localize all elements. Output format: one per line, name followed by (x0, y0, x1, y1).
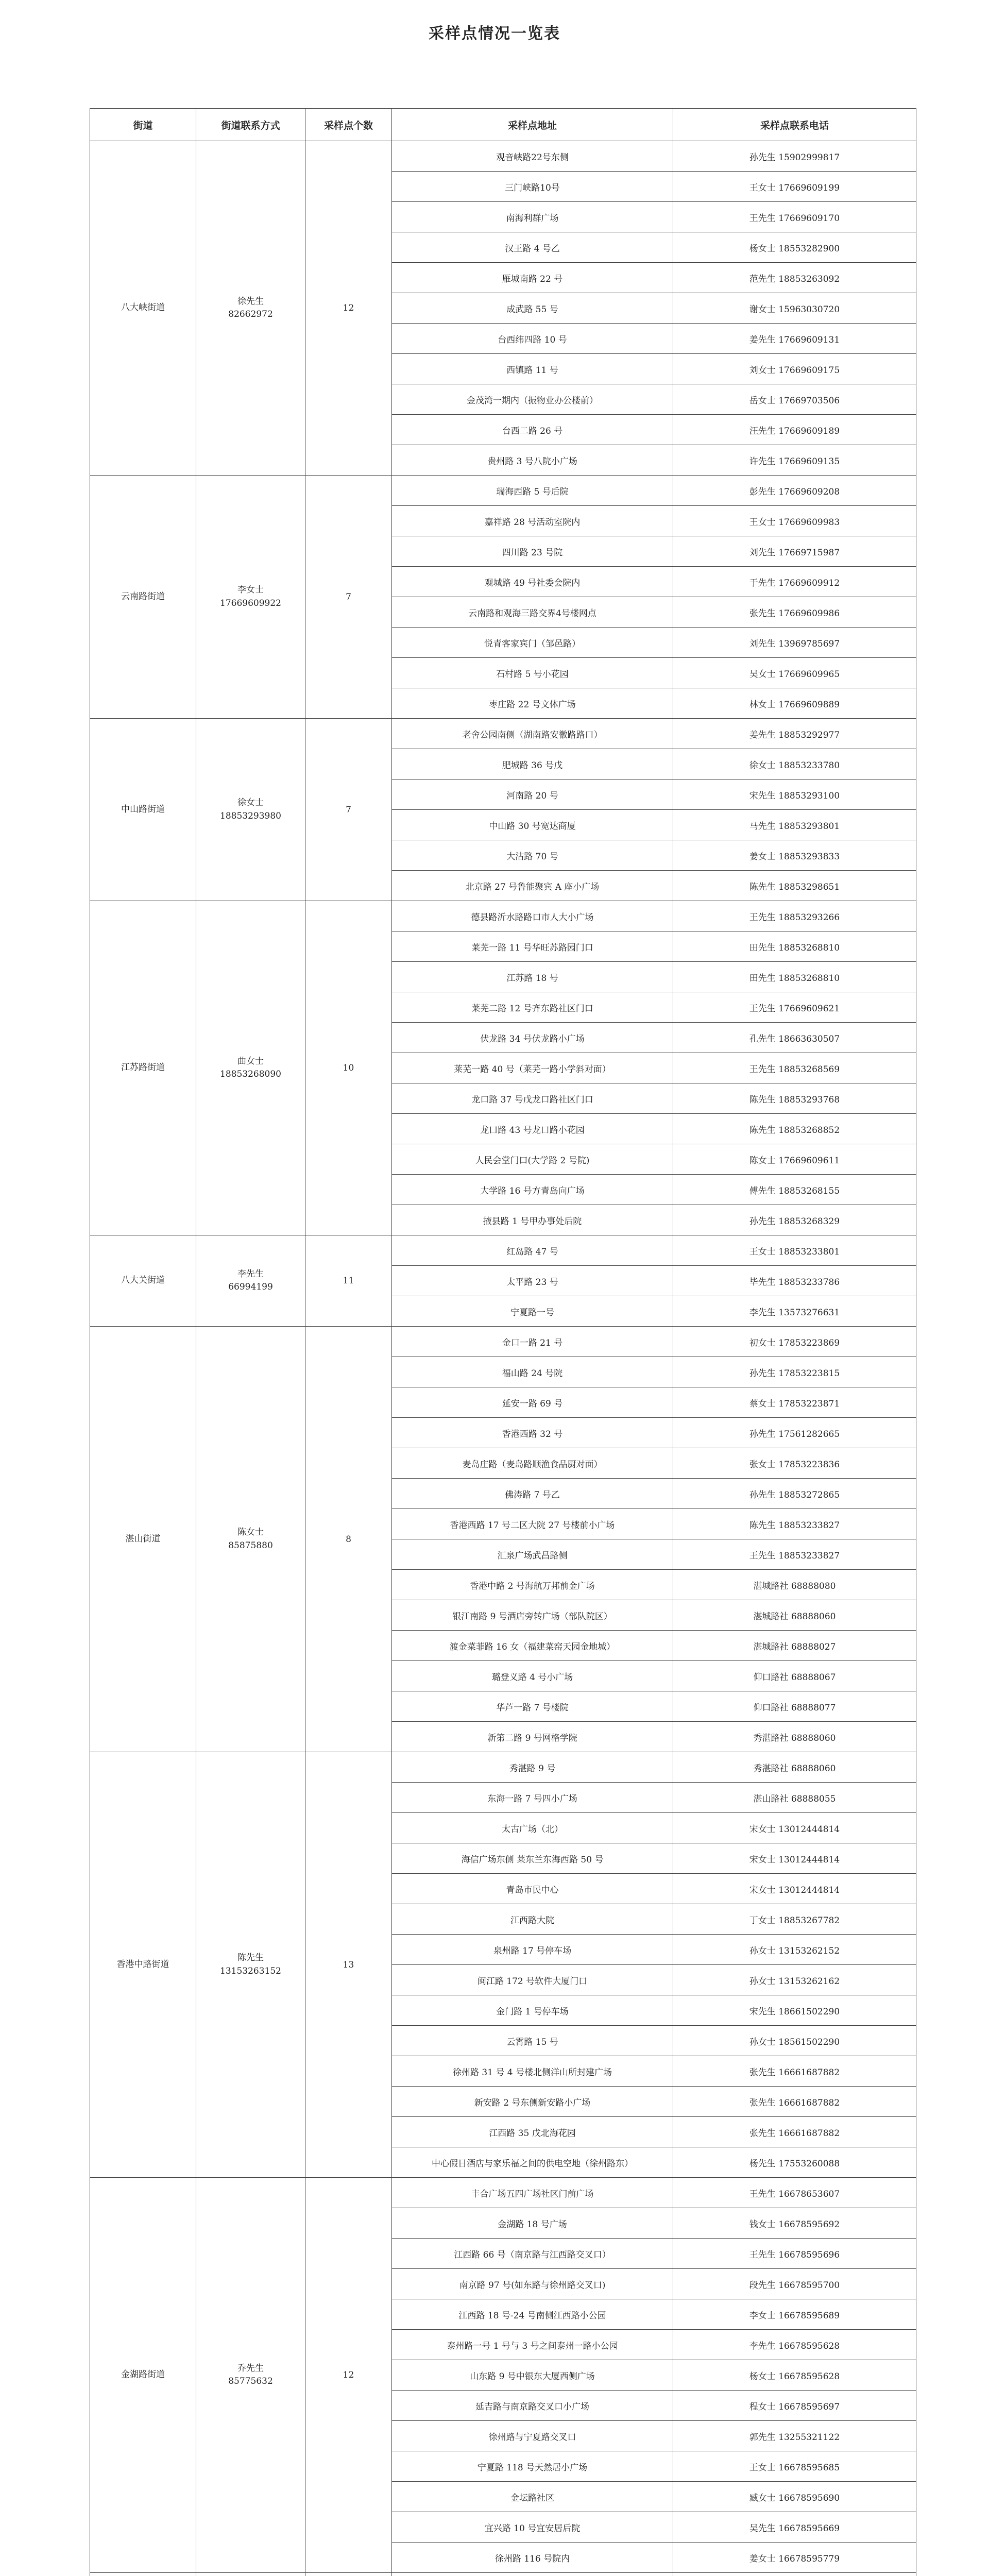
header-street: 街道 (90, 109, 196, 141)
site-phone-cell: 孙先生 18853272865 (673, 1479, 916, 1509)
site-phone-cell: 姜女士 16678595779 (673, 2543, 916, 2573)
site-address-cell: 北京路 27 号鲁能聚宾 A 座小广场 (392, 871, 673, 901)
site-phone-cell: 仰口路社 68888067 (673, 1661, 916, 1691)
site-phone-cell: 傅先生 18853268155 (673, 1175, 916, 1205)
site-count-cell: 10 (305, 901, 392, 1235)
street-name-cell: 八大峡街道 (90, 141, 196, 476)
table-row (90, 719, 916, 749)
street-contact-cell (196, 1752, 305, 2178)
site-count-cell: 11 (305, 1235, 392, 1327)
street-contact-line: 陈先生 (237, 1953, 264, 1963)
site-address-cell: 太古广场（北） (392, 1813, 673, 1843)
site-address-cell: 人民会堂门口(大学路 2 号院) (392, 1144, 673, 1175)
site-phone-cell: 湛城路社 68888027 (673, 1631, 916, 1661)
site-phone-cell: 王女士 16678595685 (673, 2451, 916, 2482)
site-phone-cell: 姜先生 17669609131 (673, 324, 916, 354)
site-address-cell: 金口一路 21 号 (392, 1327, 673, 1357)
site-phone-cell: 刘女士 17669609175 (673, 354, 916, 384)
page-title: 采样点情况一览表 (429, 25, 560, 43)
site-address-cell: 金坛路社区 (392, 2482, 673, 2512)
site-phone-cell: 郭先生 13255321122 (673, 2421, 916, 2451)
site-address-cell: 延吉路与南京路交叉口小广场 (392, 2391, 673, 2421)
site-address-cell: 红岛路 47 号 (392, 1235, 673, 1266)
site-phone-cell: 王女士 18853233801 (673, 1235, 916, 1266)
site-address-cell: 香港中路 2 号海航万邦前金广场 (392, 1570, 673, 1600)
site-count-cell (305, 2573, 392, 2576)
site-address-cell: 德县路沂水路路口市人大小广场 (392, 901, 673, 931)
site-address-cell: 三门峡路10号 (392, 172, 673, 202)
site-phone-cell: 吴先生 16678595669 (673, 2512, 916, 2543)
site-address-cell: 雁城南路 22 号 (392, 263, 673, 293)
site-phone-cell: 陈女士 17669609611 (673, 1144, 916, 1175)
site-address-cell: 龙口路 37 号戊龙口路社区门口 (392, 1083, 673, 1114)
site-phone-cell: 臧女士 16678595690 (673, 2482, 916, 2512)
site-phone-cell: 秀湛路社 68888060 (673, 1722, 916, 1752)
site-address-cell: 金湖路 18 号广场 (392, 2208, 673, 2239)
site-phone-cell: 杨女士 18553282900 (673, 232, 916, 263)
street-name-cell (90, 2573, 196, 2576)
site-address-cell: 徐州路 116 号院内 (392, 2543, 673, 2573)
site-phone-cell: 姜女士 18853293833 (673, 840, 916, 871)
site-phone-cell: 王先生 16678653607 (673, 2178, 916, 2208)
site-address-cell: 嘉祥路 28 号活动室院内 (392, 506, 673, 536)
site-address-cell: 汇泉广场武昌路侧 (392, 1539, 673, 1570)
street-name-cell: 金湖路街道 (90, 2178, 196, 2573)
site-address-cell: 南海利群广场 (392, 202, 673, 232)
site-address-cell: 徐州路与宁夏路交叉口 (392, 2421, 673, 2451)
site-phone-cell: 汪先生 17669609189 (673, 415, 916, 445)
header-street-contact: 街道联系方式 (196, 109, 305, 141)
site-address-cell: 台西纬四路 10 号 (392, 324, 673, 354)
site-address-cell: 泰州路一号 1 号与 3 号之间泰州一路小公园 (392, 2330, 673, 2360)
site-phone-cell: 杨先生 17553260088 (673, 2147, 916, 2178)
site-address-cell: 银江南路 9 号酒店旁转广场（部队院区） (392, 1600, 673, 1631)
site-address-cell: 汉王路 4 号乙 (392, 232, 673, 263)
site-address-cell: 大沽路 70 号 (392, 840, 673, 871)
site-phone-cell: 许先生 17669609135 (673, 445, 916, 476)
site-phone-cell: 谢女士 15963030720 (673, 293, 916, 324)
site-phone-cell: 陈先生 18853293768 (673, 1083, 916, 1114)
site-address-cell: 悦青客家宾门（邹邑路） (392, 628, 673, 658)
site-phone-cell: 张先生 16661687882 (673, 2056, 916, 2087)
site-phone-cell: 于先生 17669609912 (673, 567, 916, 597)
site-address-cell: 东海一路 7 号四小广场 (392, 1783, 673, 1813)
site-address-cell: 观城路 49 号社委会院内 (392, 567, 673, 597)
site-phone-cell: 孙先生 17561282665 (673, 1418, 916, 1448)
site-address-cell: 华芦一路 7 号楼院 (392, 1691, 673, 1722)
site-address-cell: 伏龙路 34 号伏龙路小广场 (392, 1023, 673, 1053)
site-address-cell: 江西路 18 号-24 号南侧江西路小公园 (392, 2299, 673, 2330)
site-address-cell: 西镇路 11 号 (392, 354, 673, 384)
street-contact-line: 乔先生 (237, 2363, 264, 2374)
street-contact-cell (196, 2573, 305, 2576)
site-address-cell: 云霄路 15 号 (392, 2026, 673, 2056)
site-address-cell: 太平路 23 号 (392, 1266, 673, 1296)
site-address-cell: 云南路和观海三路交界4号楼网点 (392, 597, 673, 628)
site-address-cell: 闽江路 172 号软件大厦门口 (392, 1965, 673, 1995)
site-address-cell: 中心假日酒店与家乐福之间的供电空地（徐州路东） (392, 2147, 673, 2178)
site-phone-cell: 宋女士 13012444814 (673, 1843, 916, 1874)
site-phone-cell: 张女士 17853223836 (673, 1448, 916, 1479)
site-phone-cell: 湛城路社 68888080 (673, 1570, 916, 1600)
street-contact-line: 66994199 (228, 1282, 273, 1292)
street-name-cell: 香港中路街道 (90, 1752, 196, 2178)
site-phone-cell: 孙女士 18561502290 (673, 2026, 916, 2056)
site-count-cell: 13 (305, 1752, 392, 2178)
site-phone-cell: 程女士 16678595697 (673, 2391, 916, 2421)
street-contact-cell (196, 2178, 305, 2573)
street-contact-line: 17669609922 (220, 598, 281, 608)
site-phone-cell: 杨女士 16678595628 (673, 2360, 916, 2391)
site-address-cell: 宁夏路 118 号天然居小广场 (392, 2451, 673, 2482)
site-address-cell: 新第二路 9 号网格学院 (392, 1722, 673, 1752)
street-contact-line: 82662972 (228, 309, 273, 319)
site-phone-cell: 岳女士 17669703506 (673, 384, 916, 415)
street-contact-line: 徐女士 (237, 798, 264, 808)
site-phone-cell: 张先生 16661687882 (673, 2087, 916, 2117)
street-contact-line: 18853268090 (220, 1069, 281, 1079)
street-contact-line: 陈女士 (237, 1527, 264, 1537)
site-address-cell: 肥城路 36 号戊 (392, 749, 673, 779)
sampling-sites-table (90, 108, 916, 2576)
table-row (90, 141, 916, 172)
site-phone-cell: 陈先生 18853268852 (673, 1114, 916, 1144)
site-phone-cell: 孙女士 13153262162 (673, 1965, 916, 1995)
site-phone-cell: 王先生 17669609170 (673, 202, 916, 232)
site-address-cell: 南京路 97 号(如东路与徐州路交叉口) (392, 2269, 673, 2299)
street-contact-cell (196, 719, 305, 901)
street-contact-line: 85875880 (228, 1540, 273, 1551)
site-address-cell: 山东路 9 号中银东大厦西侧广场 (392, 2360, 673, 2391)
header-site-count: 采样点个数 (305, 109, 392, 141)
site-phone-cell: 宋女士 13012444814 (673, 1874, 916, 1904)
site-phone-cell: 田先生 18853268810 (673, 931, 916, 962)
table-row (90, 1327, 916, 1357)
site-phone-cell: 宋先生 18661502290 (673, 1995, 916, 2026)
site-phone-cell: 李先生 16678595628 (673, 2330, 916, 2360)
site-phone-cell: 王女士 17669609983 (673, 506, 916, 536)
street-contact-cell (196, 476, 305, 719)
site-address-cell: 瑞海西路 5 号后院 (392, 476, 673, 506)
site-address-cell: 宜兴路 10 号宜安居后院 (392, 2512, 673, 2543)
site-address-cell: 福山路 24 号院 (392, 1357, 673, 1387)
street-name-cell: 八大关街道 (90, 1235, 196, 1327)
site-phone-cell: 湛山路社 68888055 (673, 1783, 916, 1813)
site-address-cell: 渡金菜菲路 16 女（福建菜窑天园金地城） (392, 1631, 673, 1661)
site-address-cell: 泉州路 17 号停车场 (392, 1935, 673, 1965)
table-header-row (90, 109, 916, 141)
site-phone-cell (673, 2573, 916, 2576)
site-phone-cell: 段先生 16678595700 (673, 2269, 916, 2299)
site-address-cell: 莱芜二路 12 号齐东路社区门口 (392, 992, 673, 1023)
site-count-cell: 12 (305, 141, 392, 476)
site-phone-cell: 陈先生 18853233827 (673, 1509, 916, 1539)
site-address-cell: 河南路 20 号 (392, 779, 673, 810)
site-address-cell: 丰合广场五四广场社区门前广场 (392, 2178, 673, 2208)
site-address-cell: 璐登义路 4 号小广场 (392, 1661, 673, 1691)
site-address-cell: 老舍公园南侧（湖南路安徽路路口） (392, 719, 673, 749)
site-phone-cell: 孙先生 15902999817 (673, 141, 916, 172)
site-address-cell: 大学路 16 号方青岛向广场 (392, 1175, 673, 1205)
site-phone-cell: 王先生 17669609621 (673, 992, 916, 1023)
street-contact-cell (196, 141, 305, 476)
site-phone-cell: 孙先生 17853223815 (673, 1357, 916, 1387)
site-phone-cell: 宋先生 18853293100 (673, 779, 916, 810)
site-phone-cell: 王先生 18853293266 (673, 901, 916, 931)
header-site-phone: 采样点联系电话 (673, 109, 916, 141)
street-contact-line: 曲女士 (237, 1056, 264, 1066)
street-contact-cell (196, 1235, 305, 1327)
site-phone-cell: 湛城路社 68888060 (673, 1600, 916, 1631)
site-phone-cell: 丁女士 18853267782 (673, 1904, 916, 1935)
street-contact-line: 18853293980 (220, 810, 281, 821)
street-name-cell: 江苏路街道 (90, 901, 196, 1235)
street-name-cell: 云南路街道 (90, 476, 196, 719)
street-contact-line: 李先生 (237, 1268, 264, 1279)
site-phone-cell: 彭先生 17669609208 (673, 476, 916, 506)
site-address-cell: 香港西路 32 号 (392, 1418, 673, 1448)
site-address-cell: 成武路 55 号 (392, 293, 673, 324)
site-address-cell: 观音峡路22号东侧 (392, 141, 673, 172)
site-address-cell: 龙口路 43 号龙口路小花园 (392, 1114, 673, 1144)
site-phone-cell: 王先生 18853233827 (673, 1539, 916, 1570)
site-phone-cell: 宋女士 13012444814 (673, 1813, 916, 1843)
site-phone-cell: 仰口路社 68888077 (673, 1691, 916, 1722)
site-address-cell: 江苏路 18 号 (392, 962, 673, 992)
site-address-cell: 海信广场东侧 莱东兰东海西路 50 号 (392, 1843, 673, 1874)
site-address-cell: 莱芜一路 11 号华旺苏路园门口 (392, 931, 673, 962)
site-address-cell: 宁夏路一号 (392, 1296, 673, 1327)
site-address-cell: 台西二路 26 号 (392, 415, 673, 445)
site-address-cell: 徐州路 31 号 4 号楼北侧洋山所封建广场 (392, 2056, 673, 2087)
site-phone-cell: 李女士 16678595689 (673, 2299, 916, 2330)
site-phone-cell: 孔先生 18663630507 (673, 1023, 916, 1053)
site-address-cell (392, 2573, 673, 2576)
site-phone-cell: 姜先生 18853292977 (673, 719, 916, 749)
street-contact-cell (196, 901, 305, 1235)
site-phone-cell: 马先生 18853293801 (673, 810, 916, 840)
site-address-cell: 麦岛庄路（麦岛路顺渔食品厨对面） (392, 1448, 673, 1479)
site-address-cell: 中山路 30 号宽达商厦 (392, 810, 673, 840)
site-phone-cell: 秀湛路社 68888060 (673, 1752, 916, 1783)
site-address-cell: 秀湛路 9 号 (392, 1752, 673, 1783)
site-phone-cell: 李先生 13573276631 (673, 1296, 916, 1327)
site-address-cell: 延安一路 69 号 (392, 1387, 673, 1418)
site-phone-cell: 刘先生 13969785697 (673, 628, 916, 658)
site-phone-cell: 王女士 17669609199 (673, 172, 916, 202)
table-row (90, 2573, 916, 2576)
site-phone-cell: 张先生 16661687882 (673, 2117, 916, 2147)
street-contact-line: 徐先生 (237, 296, 264, 307)
table-row (90, 901, 916, 931)
site-phone-cell: 刘先生 17669715987 (673, 536, 916, 567)
street-name-cell: 湛山街道 (90, 1327, 196, 1752)
table-row (90, 1752, 916, 1783)
site-address-cell: 枣庄路 22 号文体广场 (392, 688, 673, 719)
site-phone-cell: 徐女士 18853233780 (673, 749, 916, 779)
header-site-address: 采样点地址 (392, 109, 673, 141)
site-phone-cell: 吴女士 17669609965 (673, 658, 916, 688)
site-phone-cell: 陈先生 18853298651 (673, 871, 916, 901)
site-count-cell: 7 (305, 476, 392, 719)
site-address-cell: 贵州路 3 号八院小广场 (392, 445, 673, 476)
table-body (90, 141, 916, 2576)
site-address-cell: 青岛市民中心 (392, 1874, 673, 1904)
site-count-cell: 7 (305, 719, 392, 901)
site-address-cell: 金茂湾一期内（振物业办公楼前） (392, 384, 673, 415)
table-row (90, 476, 916, 506)
street-contact-line: 13153263152 (220, 1965, 281, 1976)
site-address-cell: 掖县路 1 号甲办事处后院 (392, 1205, 673, 1235)
site-phone-cell: 钱女士 16678595692 (673, 2208, 916, 2239)
site-address-cell: 金门路 1 号停车场 (392, 1995, 673, 2026)
site-phone-cell: 王先生 16678595696 (673, 2239, 916, 2269)
site-address-cell: 佛涛路 7 号乙 (392, 1479, 673, 1509)
street-contact-line: 85775632 (228, 2376, 273, 2386)
street-contact-line: 李女士 (237, 585, 264, 595)
site-address-cell: 莱芜一路 40 号（莱芜一路小学斜对面） (392, 1053, 673, 1083)
site-address-cell: 江西路 66 号（南京路与江西路交叉口） (392, 2239, 673, 2269)
site-address-cell: 新安路 2 号东侧新安路小广场 (392, 2087, 673, 2117)
table-row (90, 1235, 916, 1266)
street-name-cell: 中山路街道 (90, 719, 196, 901)
site-phone-cell: 田先生 18853268810 (673, 962, 916, 992)
site-phone-cell: 蔡女士 17853223871 (673, 1387, 916, 1418)
site-count-cell: 12 (305, 2178, 392, 2573)
street-contact-cell (196, 1327, 305, 1752)
site-phone-cell: 初女士 17853223869 (673, 1327, 916, 1357)
site-phone-cell: 张先生 17669609986 (673, 597, 916, 628)
site-phone-cell: 王先生 18853268569 (673, 1053, 916, 1083)
site-count-cell: 8 (305, 1327, 392, 1752)
site-address-cell: 江西路大院 (392, 1904, 673, 1935)
site-address-cell: 江西路 35 戊北海花园 (392, 2117, 673, 2147)
site-phone-cell: 毕先生 18853233786 (673, 1266, 916, 1296)
site-phone-cell: 孙女士 13153262152 (673, 1935, 916, 1965)
site-phone-cell: 林女士 17669609889 (673, 688, 916, 719)
site-address-cell: 石村路 5 号小花园 (392, 658, 673, 688)
site-phone-cell: 范先生 18853263092 (673, 263, 916, 293)
table-row (90, 2178, 916, 2208)
site-phone-cell: 孙先生 18853268329 (673, 1205, 916, 1235)
site-address-cell: 四川路 23 号院 (392, 536, 673, 567)
site-address-cell: 香港西路 17 号二区大院 27 号楼前小广场 (392, 1509, 673, 1539)
